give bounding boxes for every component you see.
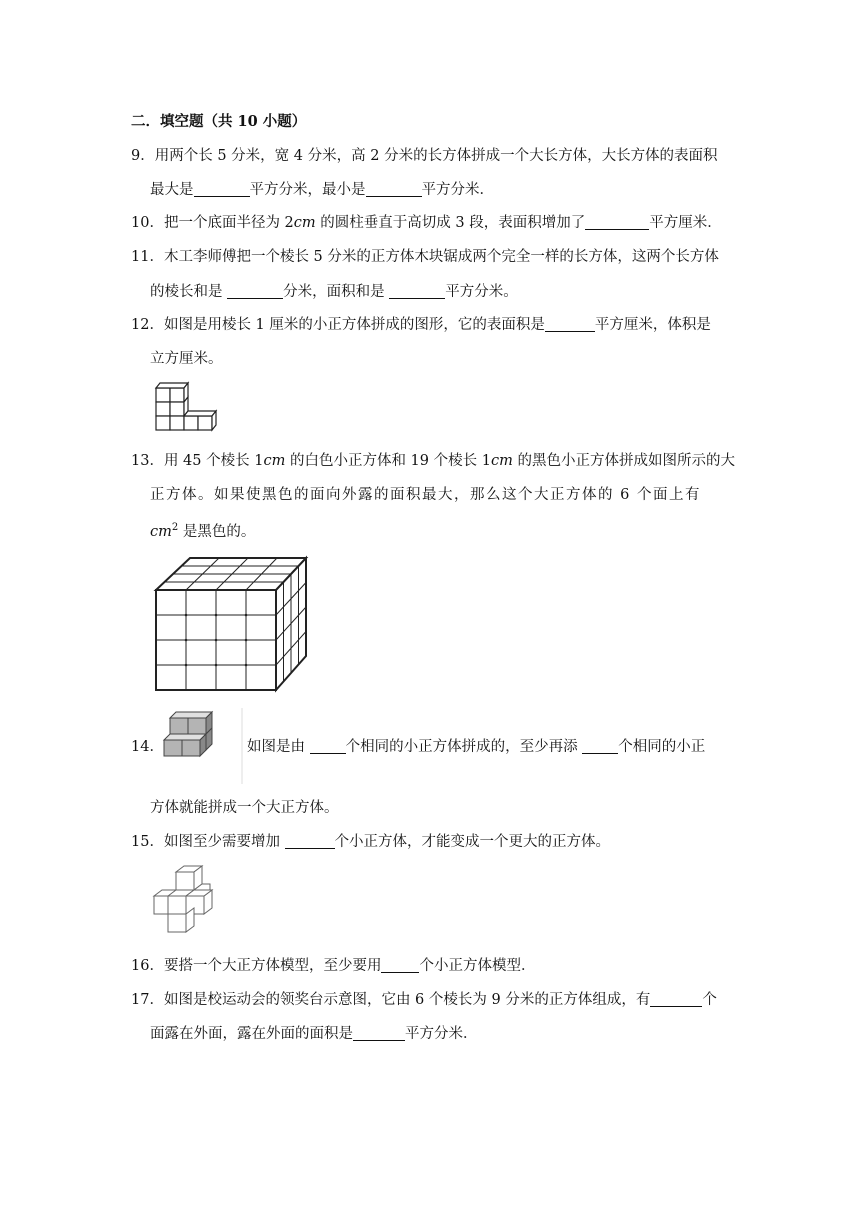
question-text: 个 xyxy=(702,992,717,1008)
question-13-line-3 xyxy=(150,518,255,542)
question-text: 平方厘米，体积是 xyxy=(594,317,711,333)
question-number: 13． xyxy=(131,453,164,469)
question-text: 要搭一个大正方体模型，至少要用 xyxy=(163,958,382,974)
question-number: 15． xyxy=(131,834,164,850)
question-text: 如图是由 xyxy=(247,739,310,755)
question-9-line-1 xyxy=(131,146,718,166)
cube-cross-figure xyxy=(150,864,230,942)
question-15 xyxy=(131,832,610,852)
small-cubes-figure xyxy=(158,708,246,784)
unit-text: cm xyxy=(150,523,172,540)
question-text: 的白色小正方体和 19 个棱长 1 xyxy=(285,453,491,469)
question-text: 木工李师傅把一个棱长 5 分米的正方体木块锯成两个完全一样的长方体，这两个长方体 xyxy=(163,249,719,265)
answer-blank[interactable] xyxy=(366,182,422,197)
question-number: 10． xyxy=(131,215,164,231)
answer-blank[interactable] xyxy=(381,958,419,973)
question-10 xyxy=(131,213,722,233)
l-shape-cubes-figure xyxy=(148,378,228,440)
question-text: 的圆柱垂直于高切成 3 段，表面积增加了 xyxy=(315,215,586,231)
question-text: 立方厘米。 xyxy=(150,351,223,367)
question-text: 方体就能拼成一个大正方体。 xyxy=(150,800,339,816)
question-text: 最大是 xyxy=(150,182,194,198)
question-text: 用 45 个棱长 1 xyxy=(163,453,264,469)
question-11-line-1 xyxy=(131,247,719,267)
answer-blank[interactable] xyxy=(227,284,283,299)
question-text: 个相同的小正 xyxy=(618,739,706,755)
question-number: 14． xyxy=(131,739,164,755)
question-number: 9． xyxy=(131,148,155,164)
answer-blank[interactable] xyxy=(650,992,702,1007)
question-number: 16． xyxy=(131,958,164,974)
large-cube-figure xyxy=(148,552,313,697)
question-number: 17． xyxy=(131,992,164,1008)
question-text: 用两个长 5 分米，宽 4 分米，高 2 分米的长方体拼成一个大长方体，大长方体的表面积 xyxy=(154,148,718,164)
answer-blank[interactable] xyxy=(582,739,618,754)
question-number: 11． xyxy=(131,249,164,265)
question-17-line-2 xyxy=(150,1024,478,1044)
question-text: 把一个底面半径为 2 xyxy=(163,215,294,231)
question-14-line-1 xyxy=(247,737,705,757)
question-16 xyxy=(131,956,535,976)
answer-blank[interactable] xyxy=(310,739,346,754)
question-13-line-2 xyxy=(150,485,701,505)
answer-blank[interactable] xyxy=(353,1026,405,1041)
question-12-line-1 xyxy=(131,315,711,335)
question-9-line-2 xyxy=(150,180,494,200)
answer-blank[interactable] xyxy=(585,215,649,230)
answer-blank[interactable] xyxy=(545,317,595,332)
answer-blank[interactable] xyxy=(194,182,250,197)
unit-text: cm xyxy=(293,215,316,231)
question-text: 个小正方体模型． xyxy=(419,958,536,974)
question-text: 平方分米。 xyxy=(445,284,518,300)
question-13-line-1 xyxy=(131,451,735,471)
question-text: 平方分米． xyxy=(405,1026,478,1042)
question-text: 如图是用棱长 1 厘米的小正方体拼成的图形，它的表面积是 xyxy=(163,317,545,333)
answer-blank[interactable] xyxy=(285,834,335,849)
question-text: 平方厘米． xyxy=(649,215,722,231)
question-text: 如图是校运动会的领奖台示意图，它由 6 个棱长为 9 分米的正方体组成，有 xyxy=(163,992,651,1008)
question-text: 平方分米． xyxy=(421,182,494,198)
question-text: 个相同的小正方体拼成的，至少再添 xyxy=(345,739,583,755)
question-text: 平方分米，最小是 xyxy=(249,182,366,198)
question-text: 个小正方体，才能变成一个更大的正方体。 xyxy=(334,834,611,850)
question-12-line-2 xyxy=(150,349,223,369)
unit-exponent: 2 xyxy=(171,522,179,533)
question-text: 的棱长和是 xyxy=(150,284,228,300)
question-17-line-1 xyxy=(131,990,717,1010)
unit-text: cm xyxy=(490,453,513,469)
question-text: 是黑色的。 xyxy=(178,523,256,540)
question-text: 正方体。如果使黑色的面向外露的面积最大，那么这个大正方体的 6 个面上有 xyxy=(150,487,701,503)
section-heading: 二．填空题（共 10 小题） xyxy=(131,113,307,130)
question-14-line-2 xyxy=(150,798,339,818)
question-text: 如图至少需要增加 xyxy=(163,834,285,850)
unit-text: cm xyxy=(263,453,286,469)
question-11-line-2 xyxy=(150,282,518,302)
question-text: 分米，面积和是 xyxy=(283,284,390,300)
answer-blank[interactable] xyxy=(389,284,445,299)
question-text: 面露在外面，露在外面的面积是 xyxy=(150,1026,353,1042)
question-number: 12． xyxy=(131,317,164,333)
question-text: 的黑色小正方体拼成如图所示的大 xyxy=(512,453,735,469)
